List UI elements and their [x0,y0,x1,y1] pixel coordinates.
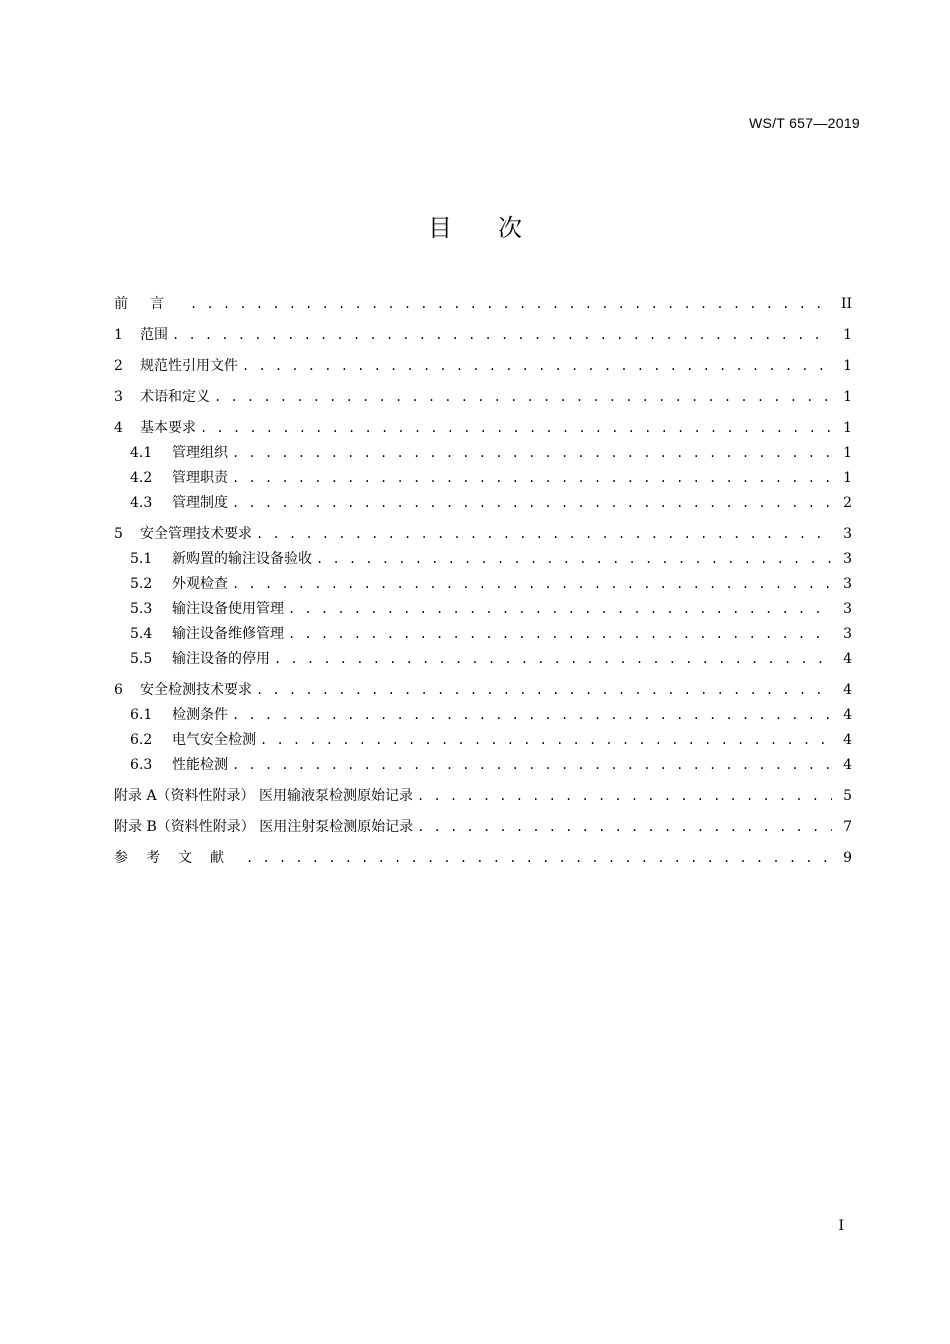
toc-entry-5-3[interactable] [114,597,852,622]
toc-entry-page: 4 [843,707,852,723]
page-title: 目次 [428,214,568,242]
toc-leader-dots [232,466,832,491]
toc-entry-foreword[interactable] [114,292,852,317]
toc-entry-title: 输注设备维修管理 [172,626,284,642]
toc-entry-number: 6.3 [130,757,153,773]
toc-entry-page: 1 [843,470,852,486]
toc-leader-dots [190,292,832,317]
toc-entry-title: 附录 A（资料性附录） 医用输液泵检测原始记录 [114,788,414,804]
toc-entry-title: 管理职责 [172,470,228,486]
toc-entry-page: II [840,296,852,312]
toc-entry-number: 2 [114,358,123,374]
toc-entry-number: 6.2 [130,732,153,748]
toc-entry-6-1[interactable] [114,703,852,728]
toc-entry-page: 3 [843,526,852,542]
toc-entry-2[interactable] [114,354,852,379]
toc-entry-page: 1 [843,389,852,405]
toc-entry-3[interactable] [114,385,852,410]
toc-leader-dots [288,622,832,647]
toc-entry-5-5[interactable] [114,647,852,672]
toc-entry-6[interactable] [114,678,852,703]
toc-entry-title: 安全管理技术要求 [140,526,252,542]
toc-entry-page: 7 [843,819,852,835]
toc-entry-page: 3 [843,626,852,642]
toc-entry-title: 输注设备的停用 [172,651,270,667]
toc-leader-dots [260,728,832,753]
toc-entry-page: 4 [843,682,852,698]
toc-entry-6-2[interactable] [114,728,852,753]
toc-leader-dots [232,703,832,728]
toc-leader-dots [288,597,832,622]
toc-entry-page: 1 [843,358,852,374]
toc-leader-dots [232,441,832,466]
toc-entry-number: 5.4 [130,626,153,642]
toc-entry-number: 4.1 [130,445,153,461]
toc-entry-title: 安全检测技术要求 [140,682,252,698]
toc-leader-dots [316,547,832,572]
toc-entry-title: 范围 [140,327,168,343]
toc-entry-page: 5 [843,788,852,804]
toc-leader-dots [417,815,832,840]
toc-entry-page: 1 [843,327,852,343]
toc-entry-4-3[interactable] [114,491,852,516]
toc-entry-page: 9 [843,850,852,866]
toc-entry-1[interactable] [114,323,852,348]
toc-entry-title: 参考文献 [114,850,242,866]
toc-entry-number: 1 [114,327,123,343]
toc-leader-dots [232,491,832,516]
toc-entry-page: 4 [843,732,852,748]
toc-entry-title: 外观检查 [172,576,228,592]
toc-entry-4-1[interactable] [114,441,852,466]
toc-entry-5-4[interactable] [114,622,852,647]
toc-entry-5-2[interactable] [114,572,852,597]
toc-entry-title: 电气安全检测 [172,732,256,748]
toc-leader-dots [232,572,832,597]
toc-leader-dots [417,784,832,809]
toc-entry-page: 4 [843,651,852,667]
toc-leader-dots [274,647,832,672]
toc-entry-title: 新购置的输注设备验收 [172,551,312,567]
toc-entry-number: 5.2 [130,576,153,592]
toc-entry-6-3[interactable] [114,753,852,778]
toc-entry-title: 检测条件 [172,707,228,723]
toc-entry-4[interactable] [114,416,852,441]
toc-entry-number: 5.5 [130,651,153,667]
toc-entry-number: 6.1 [130,707,153,723]
toc-entry-4-2[interactable] [114,466,852,491]
toc-entry-page: 4 [843,757,852,773]
toc-entry-number: 4.2 [130,470,153,486]
toc-entry-title: 前言 [114,296,186,312]
toc-entry-appendix-a[interactable] [114,784,852,809]
toc-leader-dots [232,753,832,778]
toc-leader-dots [172,323,832,348]
toc-leader-dots [200,416,832,441]
toc-entry-appendix-b[interactable] [114,815,852,840]
toc-entry-page: 1 [843,420,852,436]
toc-leader-dots [256,522,832,547]
toc-leader-dots [242,354,832,379]
toc-entry-title: 性能检测 [172,757,228,773]
toc-entry-title: 基本要求 [140,420,196,436]
table-of-contents [114,286,852,871]
toc-entry-page: 1 [843,445,852,461]
toc-entry-number: 5.1 [130,551,153,567]
toc-entry-number: 6 [114,682,123,698]
toc-entry-title: 附录 B（资料性附录） 医用注射泵检测原始记录 [114,819,414,835]
toc-entry-number: 3 [114,389,123,405]
toc-entry-title: 术语和定义 [140,389,210,405]
toc-entry-5-1[interactable] [114,547,852,572]
toc-entry-references[interactable] [114,846,852,871]
document-code: WS/T 657—2019 [748,115,860,131]
toc-entry-page: 2 [843,495,852,511]
toc-entry-number: 4 [114,420,123,436]
toc-entry-page: 3 [843,601,852,617]
toc-entry-title: 管理制度 [172,495,228,511]
toc-entry-5[interactable] [114,522,852,547]
toc-entry-number: 5 [114,526,123,542]
page-number: I [838,1218,844,1234]
toc-entry-page: 3 [843,576,852,592]
toc-entry-title: 输注设备使用管理 [172,601,284,617]
toc-entry-title: 规范性引用文件 [140,358,238,374]
toc-entry-page: 3 [843,551,852,567]
toc-leader-dots [246,846,832,871]
toc-entry-number: 4.3 [130,495,153,511]
toc-entry-title: 管理组织 [172,445,228,461]
toc-entry-number: 5.3 [130,601,153,617]
toc-leader-dots [214,385,832,410]
toc-leader-dots [256,678,832,703]
